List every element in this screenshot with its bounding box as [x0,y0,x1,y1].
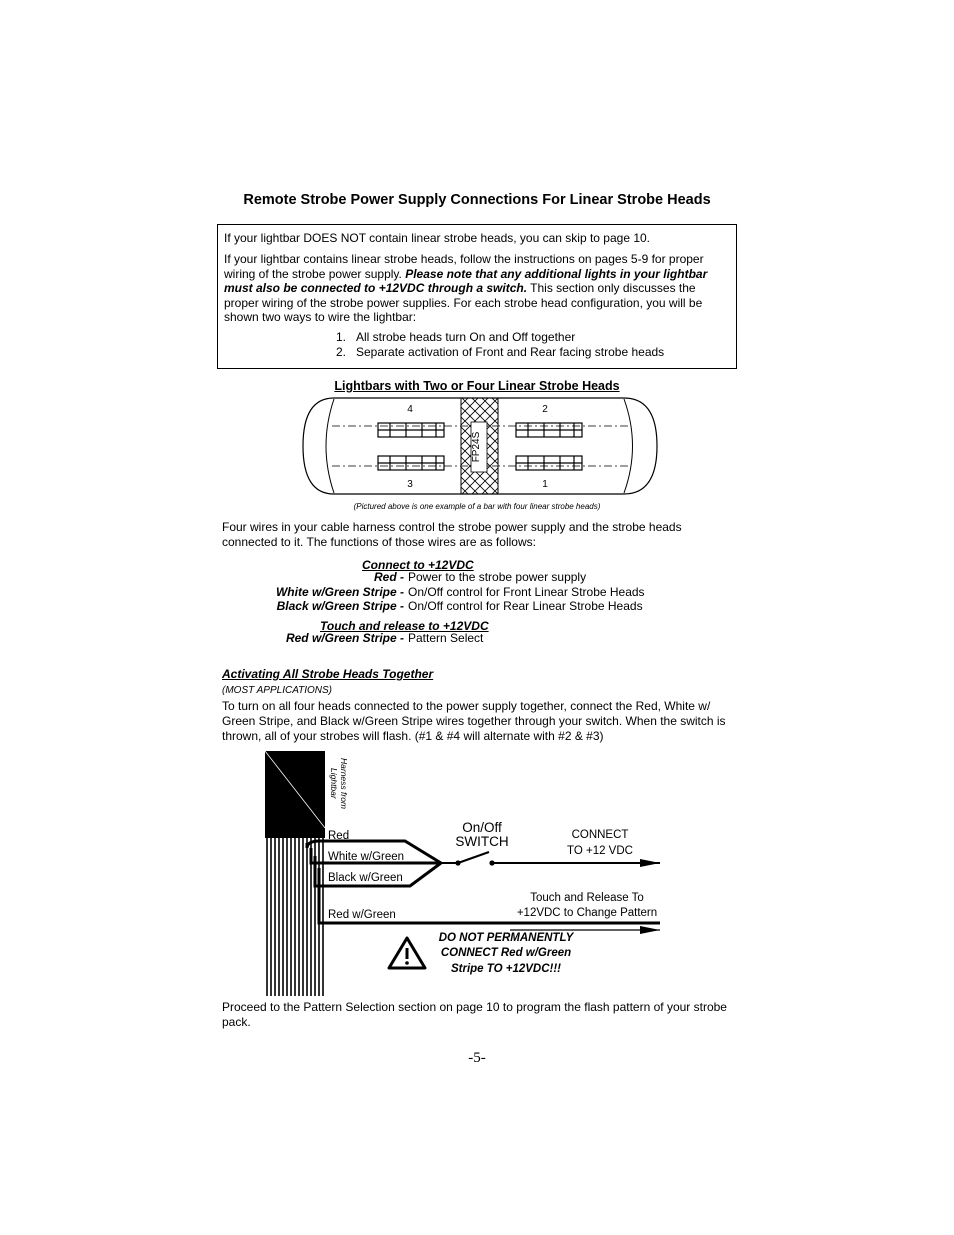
warning-line-1: DO NOT PERMANENTLY [438,932,574,944]
label-red-green: Red w/Green [328,909,396,921]
lightbar-diagram [300,396,660,498]
arrow-connect [640,859,660,867]
intro-box [217,224,737,369]
intro-text-b: This section only discusses the proper wiring of the strobe power supplies. For each strobe head configuration, you will be shown two ways to wire the lightbar: [224,281,703,324]
power-supply-label: FP24S [471,431,482,463]
label-white-green: White w/Green [328,851,405,863]
list-item: 2. Separate activation of Front and Rear facing strobe heads [336,344,665,359]
wire-row: Red w/Green Stripe - Pattern Select [285,631,484,645]
wire-row: White w/Green Stripe - On/Off control for Front Linear Strobe Heads [275,584,645,599]
label-red: Red [328,830,350,842]
arrow-touch [640,926,660,934]
warning-icon [389,938,425,968]
closing-text: Proceed to the Pattern Selection section on page 10 to program the flash pattern of your strobe pack. [222,1000,727,1029]
switch-label-1: On/Off [462,820,502,835]
intro-text-a: If your lightbar contains linear strobe heads, follow the instructions on pages 5-9 for proper wiring of the strobe power supply. [224,252,704,281]
section-subheading: (MOST APPLICATIONS) [222,685,333,696]
list-item: 1. All strobe heads turn On and Off together [336,330,576,344]
harness-bundle [265,751,325,838]
touch-label-2: +12VDC to Change Pattern [516,907,658,919]
strobe-head-4 [378,423,444,437]
wire-row: Black w/Green Stripe - On/Off control for Rear Linear Strobe Heads [276,599,643,613]
wires-intro: Four wires in your cable harness control the strobe power supply and the strobe heads connected to it. The functions of those wires are as follows: [222,520,682,549]
head-label-4: 4 [407,404,413,415]
page-title: Remote Strobe Power Supply Connections For Linear Strobe Heads [243,192,711,208]
warning-line-2: CONNECT Red w/Green [440,947,572,959]
head-label-3: 3 [407,479,413,490]
touch-label-1: Touch and Release To [530,892,644,904]
strobe-head-3 [378,456,444,470]
label-black-green: Black w/Green [328,872,403,884]
left-end-cap [326,399,334,493]
group-heading-connect: Connect to +12VDC [362,558,474,572]
head-label-1: 1 [542,479,548,490]
connect-label-1: CONNECT [571,829,629,841]
wiring-diagram [255,748,675,1000]
intro-warning-text: Please note that any additional lights in your lightbar must also be connected to +12VDC through a switch. [224,266,708,295]
connect-label-2: TO +12 VDC [567,845,633,857]
harness-label-1: Harness from [339,758,349,810]
warning-line-3: Stripe TO +12VDC!!! [450,963,562,975]
intro-paragraph-2 [224,252,732,325]
strobe-head-2 [516,423,582,437]
head-label-2: 2 [542,404,548,415]
right-end-cap [624,399,633,493]
diagram1-caption: (Pictured above is one example of a bar with four linear strobe heads) [353,502,601,511]
wire-row: Red - Power to the strobe power supply [374,570,587,584]
section-text: To turn on all four heads connected to the power supply together, connect the Red, White w/ Green Stripe, and Black w/Green Stripe wires together through your switch. When the switch is thrown, all of your strobes will flash. (#1 & #4 will alternate with #2 & #3) [222,699,726,743]
diagram1-heading: Lightbars with Two or Four Linear Strobe Heads [334,379,620,393]
intro-line-1: If your lightbar DOES NOT contain linear strobe heads, you can skip to page 10. [224,231,651,245]
strobe-head-1 [516,456,582,470]
page-number: -5- [468,1050,486,1066]
group-heading-touch: Touch and release to +12VDC [320,619,489,633]
wiring-options-list [336,330,664,359]
switch-lever [458,852,489,863]
harness-label-2: Lightbar [329,768,339,799]
switch-label-2: SWITCH [455,834,509,849]
section-heading: Activating All Strobe Heads Together [222,667,434,681]
